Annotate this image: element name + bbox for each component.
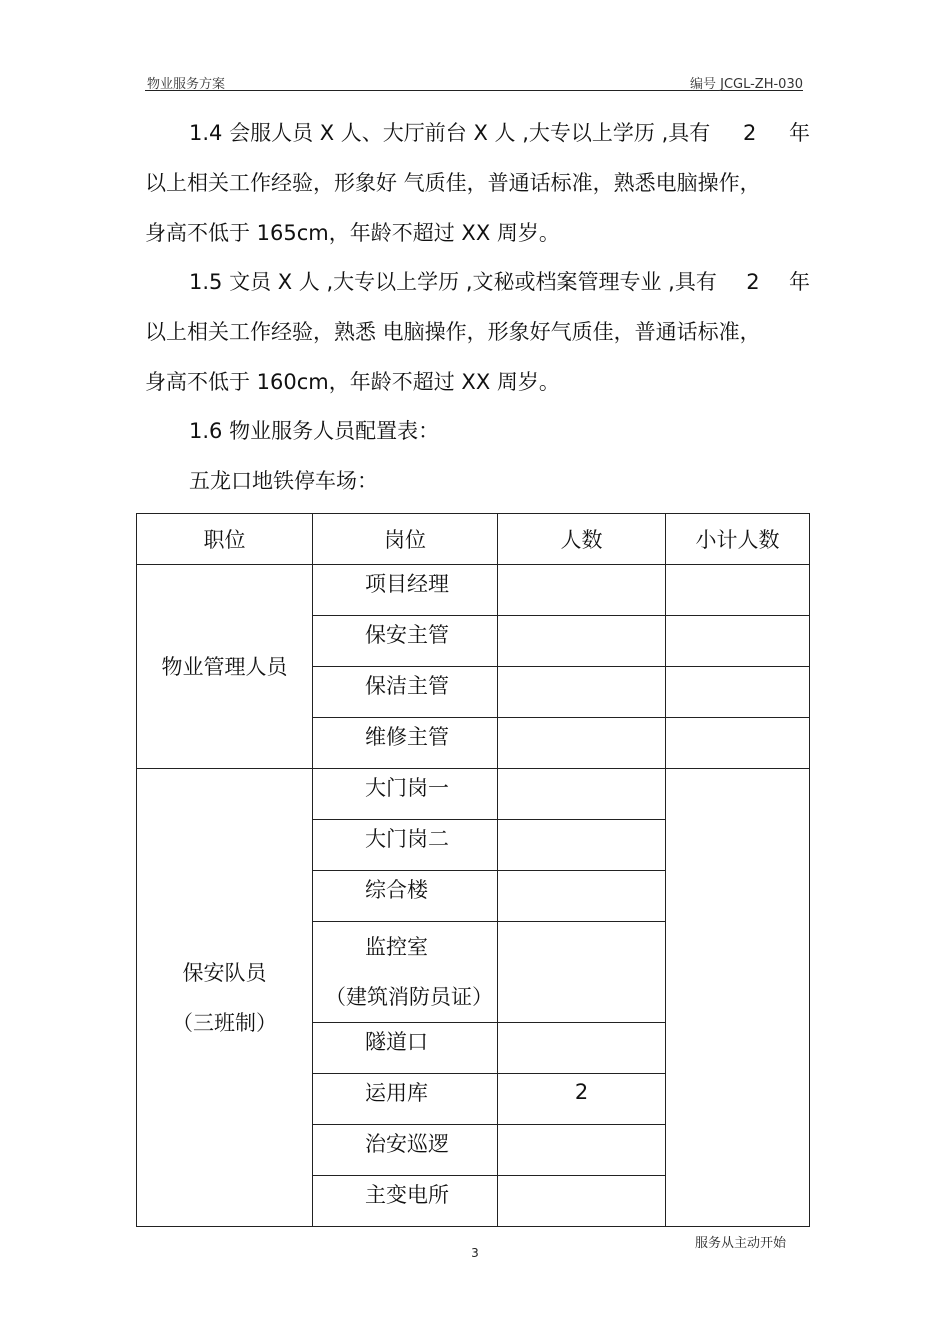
paragraph-line: 以上相关工作经验，形象好 气质佳，普通话标准，熟悉电脑操作， (145, 171, 761, 195)
paragraph-1-5 (145, 257, 810, 407)
footer-slogan: 服务从主动开始 (695, 1236, 787, 1251)
paragraph-line: 1.5 文员 X 人 ,大专以上学历 ,文秘或档案管理专业 ,具有 2 年 (189, 270, 810, 294)
post-cell: 大门岗二 (313, 820, 498, 871)
subtotal-cell (666, 616, 810, 667)
count-cell (498, 565, 666, 616)
post-cell: 项目经理 (313, 565, 498, 616)
table-row (137, 769, 810, 820)
site-name: 五龙口地铁停车场： (189, 469, 378, 493)
count-cell (498, 1125, 666, 1176)
table-row (137, 565, 810, 616)
post-cell: 治安巡逻 (313, 1125, 498, 1176)
count-cell (498, 1023, 666, 1074)
paragraph-line: 以上相关工作经验，熟悉 电脑操作，形象好气质佳，普通话标准， (145, 320, 761, 344)
post-cell: 维修主管 (313, 718, 498, 769)
subtotal-cell (666, 667, 810, 718)
column-header: 小计人数 (666, 514, 810, 565)
post-cell: 保安主管 (313, 616, 498, 667)
header-doc-number: 编号 JCGL-ZH-030 (689, 77, 803, 92)
count-cell (498, 820, 666, 871)
post-cell: 保洁主管 (313, 667, 498, 718)
count-cell (498, 718, 666, 769)
column-header: 职位 (137, 514, 313, 565)
post-note: （建筑消防员证） (325, 985, 493, 1009)
count-cell (498, 1176, 666, 1227)
count-cell (498, 616, 666, 667)
table-header-row (137, 514, 810, 565)
role-line: （三班制） (172, 1010, 277, 1035)
page-header (145, 70, 803, 91)
post-cell: 运用库 (313, 1074, 498, 1125)
count-cell (498, 871, 666, 922)
page-number: 3 (471, 1246, 479, 1260)
post-line: 监控室 (365, 935, 428, 959)
column-header: 岗位 (313, 514, 498, 565)
subtotal-cell (666, 565, 810, 616)
section-title: 1.6 物业服务人员配置表： (189, 419, 440, 443)
count-cell (498, 769, 666, 820)
role-cell: 物业管理人员 (137, 565, 313, 769)
paragraph-line: 1.4 会服人员 X 人、大厅前台 X 人 ,大专以上学历 ,具有 2 年 (189, 121, 810, 145)
subtotal-cell (666, 769, 810, 1227)
paragraph-line: 身高不低于 160cm，年龄不超过 XX 周岁。 (145, 370, 560, 394)
count-cell (498, 667, 666, 718)
post-cell: 综合楼 (313, 871, 498, 922)
role-cell (137, 769, 313, 1227)
count-cell: 2 (498, 1074, 666, 1125)
header-title: 物业服务方案 (147, 77, 226, 92)
staff-allocation-table (136, 513, 810, 1227)
paragraph-1-4 (145, 108, 810, 258)
count-cell (498, 922, 666, 1023)
column-header: 人数 (498, 514, 666, 565)
post-cell (313, 922, 498, 1023)
post-cell: 主变电所 (313, 1176, 498, 1227)
subtotal-cell (666, 718, 810, 769)
paragraph-line: 身高不低于 165cm，年龄不超过 XX 周岁。 (145, 221, 560, 245)
post-cell: 隧道口 (313, 1023, 498, 1074)
role-line: 保安队员 (182, 960, 267, 985)
post-cell: 大门岗一 (313, 769, 498, 820)
paragraph-1-6 (145, 406, 810, 506)
